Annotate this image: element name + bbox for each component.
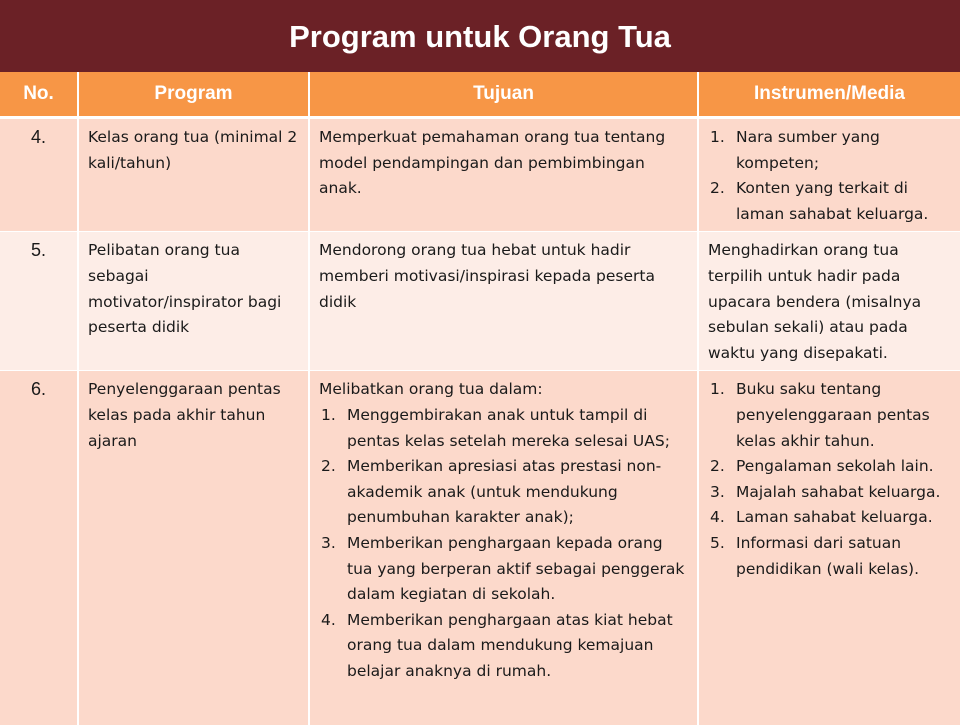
tujuan-text: Memperkuat pemahaman orang tua tentang model pendampingan dan pembimbingan anak. [319, 128, 666, 198]
list-text: Majalah sahabat keluarga. [736, 482, 941, 501]
row-number: 5. [0, 232, 78, 371]
list-text: Informasi dari satuan pendidikan (wali kelas). [736, 533, 920, 578]
list-number: 2. [710, 457, 725, 476]
list-number: 4. [710, 508, 725, 527]
media-cell [698, 118, 960, 232]
header-program: Program [78, 72, 309, 118]
list-text: Memberikan penghargaan atas kiat hebat orang tua dalam mendukung kemajuan belajar anaknya di rumah. [347, 610, 673, 680]
tujuan-cell [309, 118, 698, 232]
list-text: Konten yang terkait di laman sahabat keluarga. [736, 179, 929, 223]
list-number: 3. [710, 482, 725, 501]
list-item [708, 505, 954, 531]
list-item [708, 531, 954, 582]
program-cell: Kelas orang tua (minimal 2 kali/tahun) [78, 118, 309, 232]
list-text: Menggembirakan anak untuk tampil di pentas kelas setelah mereka selesai UAS; [347, 405, 670, 450]
header-instrumen-media: Instrumen/Media [698, 72, 960, 118]
program-cell: Penyelenggaraan pentas kelas pada akhir tahun ajaran [78, 371, 309, 725]
list-text: Laman sahabat keluarga. [736, 508, 933, 527]
list-text: Nara sumber yang kompeten; [736, 128, 880, 172]
list-text: Memberikan penghargaan kepada orang tua yang berperan aktif sebagai penggerak dalam kegiatan di sekolah. [347, 533, 685, 604]
list-item [319, 403, 691, 454]
list-text: Pengalaman sekolah lain. [736, 457, 934, 476]
list-number: 5. [710, 533, 725, 552]
table-row [0, 371, 960, 725]
table-row [0, 232, 960, 371]
list-item [708, 480, 954, 506]
list-number: 3. [321, 533, 336, 552]
media-list [708, 377, 954, 582]
tujuan-text: Melibatkan orang tua dalam: [319, 380, 543, 399]
list-number: 4. [321, 610, 336, 629]
list-number: 1. [710, 380, 725, 399]
list-item [708, 454, 954, 480]
media-list [708, 125, 954, 227]
tujuan-text: Mendorong orang tua hebat untuk hadir memberi motivasi/inspirasi kepada peserta didik [319, 241, 655, 311]
tujuan-cell [309, 232, 698, 371]
list-number: 2. [710, 179, 725, 198]
list-number: 2. [321, 457, 336, 476]
header-tujuan: Tujuan [309, 72, 698, 118]
page-title: Program untuk Orang Tua [289, 19, 671, 54]
media-cell [698, 371, 960, 725]
list-number: 1. [710, 128, 725, 146]
list-item [319, 608, 691, 685]
list-text: Memberikan apresiasi atas prestasi non-akademik anak (untuk mendukung penumbuhan karakter anak); [347, 457, 662, 527]
title-bar [0, 0, 960, 72]
list-text: Buku saku tentang penyelenggaraan pentas kelas akhir tahun. [736, 380, 930, 450]
list-item [319, 531, 691, 608]
table-row [0, 118, 960, 232]
media-cell: Menghadirkan orang tua terpilih untuk hadir pada upacara bendera (misalnya sebulan sekali) atau pada waktu yang disepakati. [698, 232, 960, 371]
list-item [708, 176, 954, 227]
list-item [708, 377, 954, 454]
row-number: 6. [0, 371, 78, 725]
table-header-row [0, 72, 960, 118]
list-item [708, 125, 954, 176]
program-table [0, 72, 960, 725]
list-number: 1. [321, 405, 336, 424]
header-no: No. [0, 72, 78, 118]
tujuan-list [319, 403, 691, 685]
row-number: 4. [0, 118, 78, 232]
tujuan-cell [309, 371, 698, 725]
list-item [319, 454, 691, 531]
program-cell: Pelibatan orang tua sebagai motivator/inspirator bagi peserta didik [78, 232, 309, 371]
